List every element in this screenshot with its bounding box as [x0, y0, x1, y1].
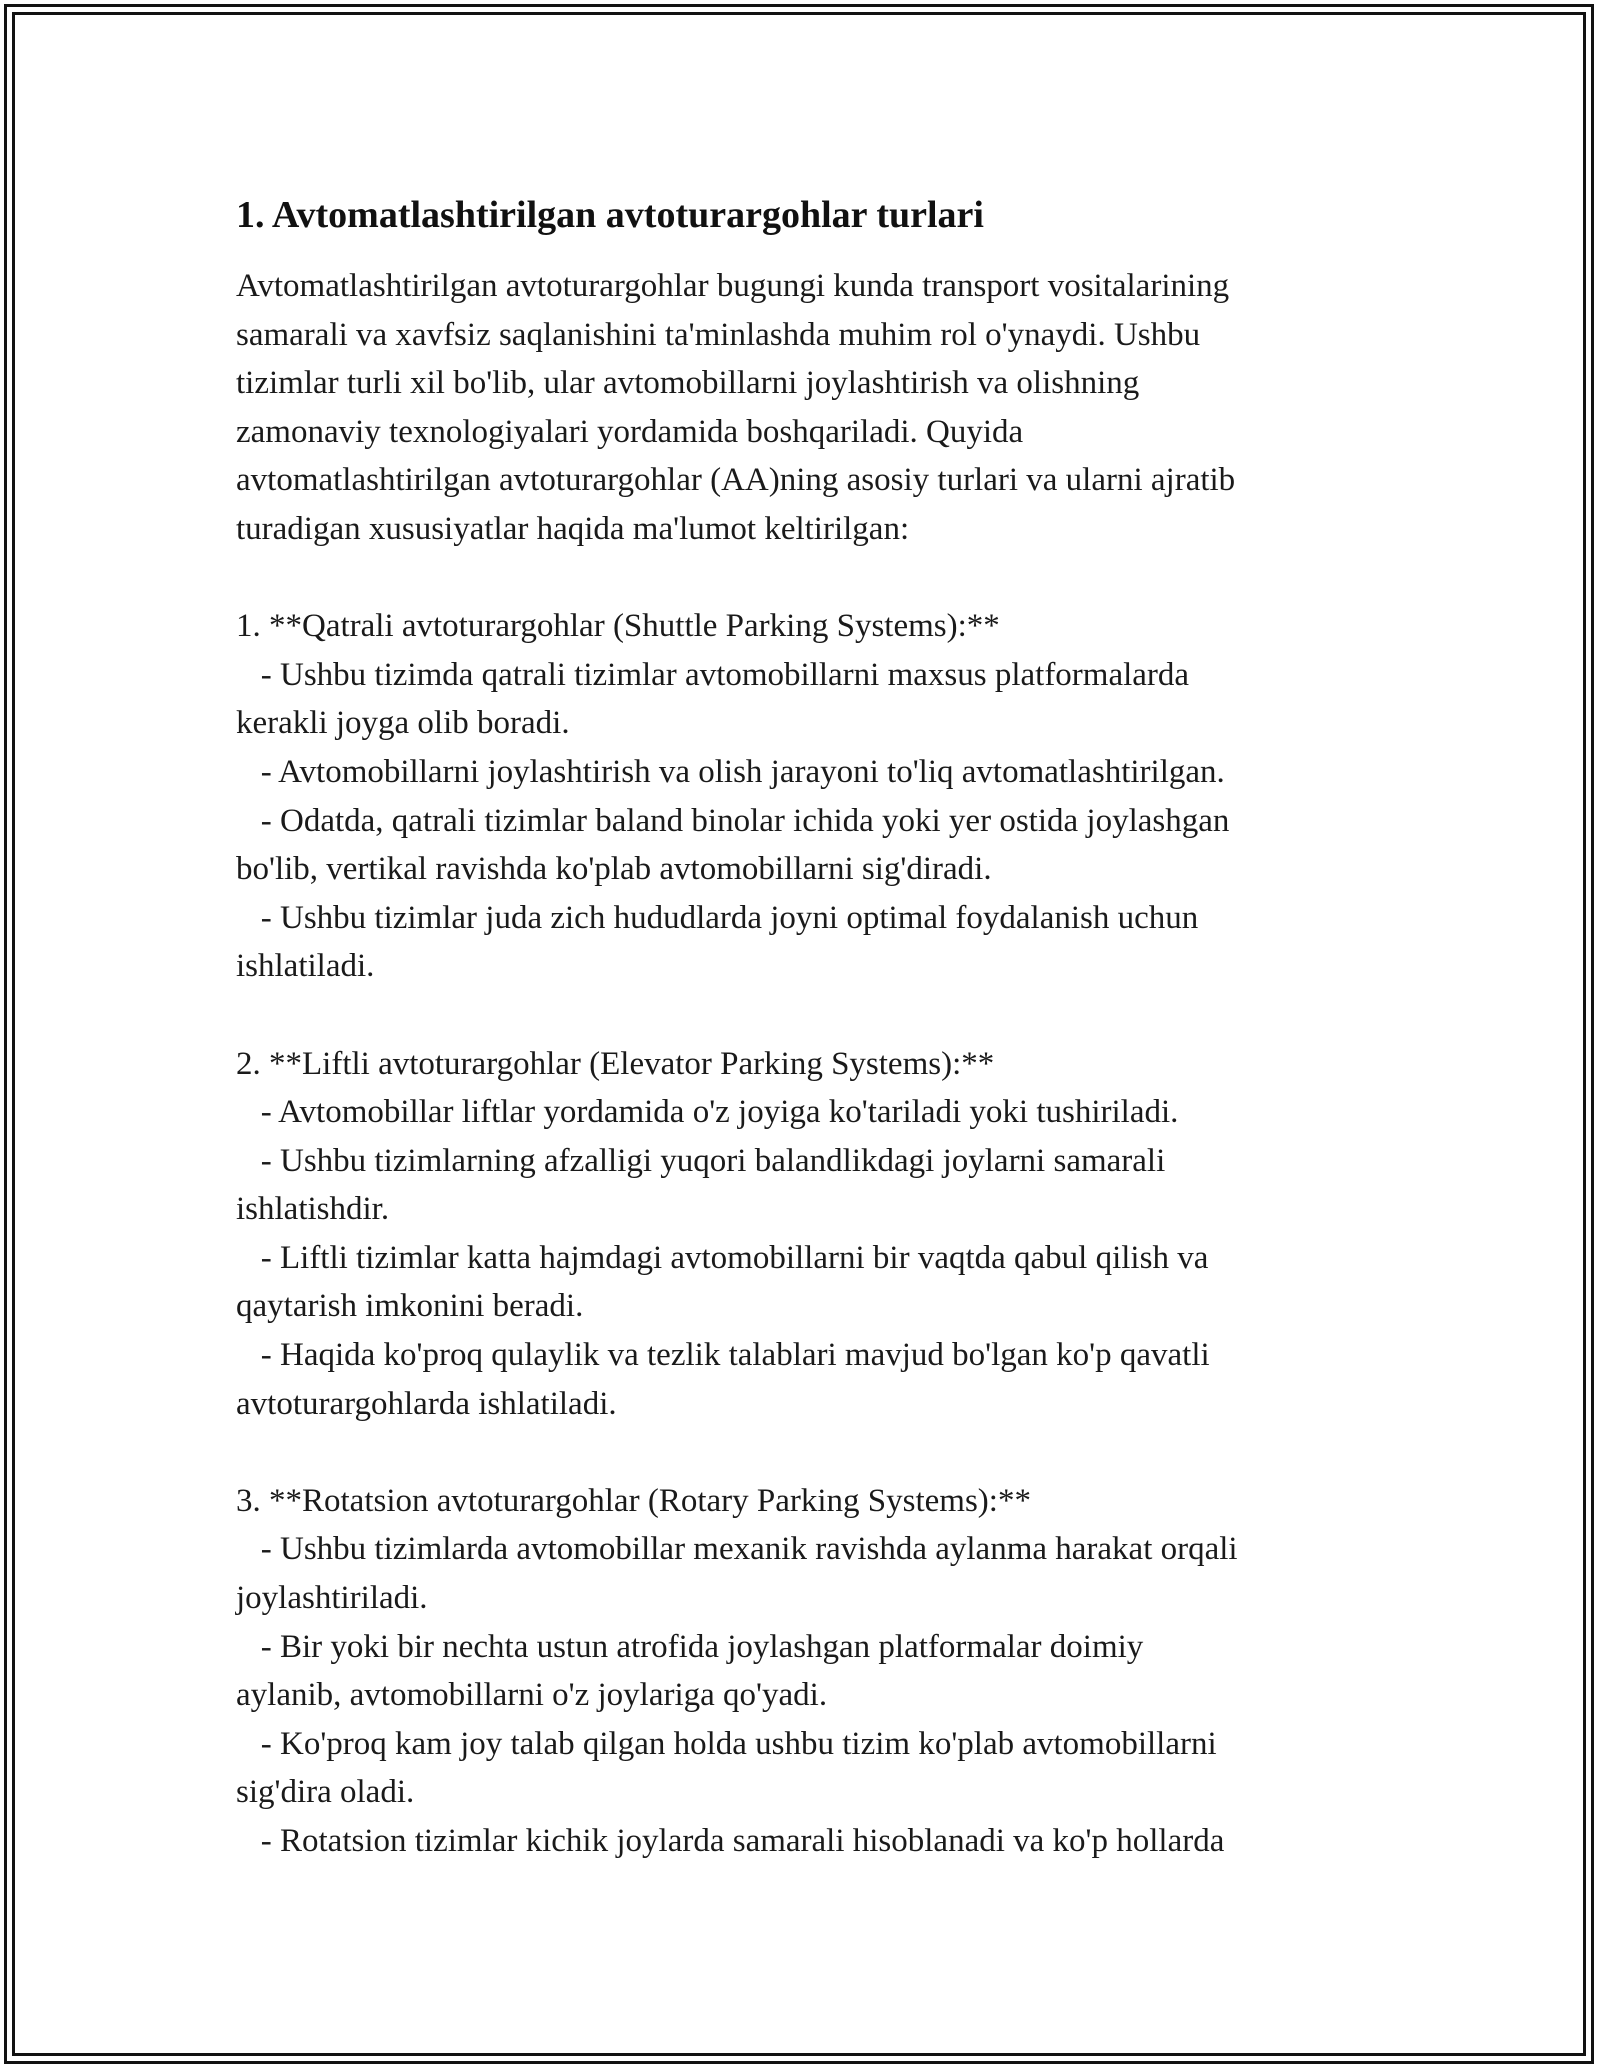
- text-line: - Ushbu tizimlarda avtomobillar mexanik ravishda aylanma harakat orqali: [236, 1531, 1238, 1568]
- text-line: - Bir yoki bir nechta ustun atrofida joylashgan platformalar doimiy: [236, 1628, 1144, 1665]
- text-line: Avtomatlashtirilgan avtoturargohlar bugungi kunda transport vositalarining: [236, 268, 1230, 304]
- text-line: - Ko'proq kam joy talab qilgan holda ushbu tizim ko'plab avtomobillarni: [236, 1725, 1217, 1762]
- document-text: [236, 262, 1376, 1866]
- text-line: tizimlar turli xil bo'lib, ular avtomobillarni joylashtirish va olishning: [236, 365, 1140, 402]
- text-line: - Avtomobillar liftlar yordamida o'z joyiga ko'tariladi yoki tushiriladi.: [236, 1094, 1179, 1131]
- text-line: avtomatlashtirilgan avtoturargohlar (AA)ning asosiy turlari va ularni ajratib: [236, 462, 1236, 499]
- text-line: - Ushbu tizimlar juda zich hududlarda joyni optimal foydalanish uchun: [236, 899, 1199, 936]
- text-line: - Rotatsion tizimlar kichik joylarda samarali hisoblanadi va ko'p hollarda: [236, 1823, 1225, 1859]
- text-line: joylashtiriladi.: [236, 1580, 428, 1617]
- text-line: avtoturargohlarda ishlatiladi.: [236, 1385, 617, 1422]
- text-line: qaytarish imkonini beradi.: [236, 1288, 584, 1325]
- text-line: samarali va xavfsiz saqlanishini ta'minlashda muhim rol o'ynaydi. Ushbu: [236, 316, 1201, 353]
- text-line: - Ushbu tizimlarning afzalligi yuqori balandlikdagi joylarni samarali: [236, 1142, 1166, 1179]
- text-line: sig'dira oladi.: [236, 1774, 415, 1811]
- text-line: - Avtomobillarni joylashtirish va olish jarayoni to'liq avtomatlashtirilgan.: [236, 753, 1225, 790]
- text-line: ishlatishdir.: [236, 1191, 390, 1228]
- text-line: - Haqida ko'proq qulaylik va tezlik talablari mavjud bo'lgan ko'p qavatli: [236, 1337, 1210, 1374]
- text-line: ishlatiladi.: [236, 948, 375, 985]
- text-line: bo'lib, vertikal ravishda ko'plab avtomobillarni sig'diradi.: [236, 851, 992, 888]
- text-line: zamonaviy texnologiyalari yordamida boshqariladi. Quyida: [236, 413, 1024, 450]
- blank-line: [236, 554, 1376, 603]
- document-body: [236, 190, 1376, 1866]
- blank-line: [236, 991, 1376, 1040]
- text-line: - Odatda, qatrali tizimlar baland binolar ichida yoki yer ostida joylashgan: [236, 802, 1230, 839]
- text-line: - Liftli tizimlar katta hajmdagi avtomobillarni bir vaqtda qabul qilish va: [236, 1239, 1209, 1276]
- text-line: kerakli joyga olib boradi.: [236, 705, 570, 742]
- document-heading: 1. Avtomatlashtirilgan avtoturargohlar turlari: [236, 194, 984, 236]
- text-line: 3. **Rotatsion avtoturargohlar (Rotary Parking Systems):**: [236, 1482, 1031, 1519]
- text-line: turadigan xususiyatlar haqida ma'lumot keltirilgan:: [236, 510, 910, 547]
- text-line: 2. **Liftli avtoturargohlar (Elevator Parking Systems):**: [236, 1045, 995, 1082]
- blank-line: [236, 1428, 1376, 1477]
- text-line: 1. **Qatrali avtoturargohlar (Shuttle Parking Systems):**: [236, 608, 1000, 645]
- text-line: - Ushbu tizimda qatrali tizimlar avtomobillarni maxsus platformalarda: [236, 656, 1190, 693]
- text-line: aylanib, avtomobillarni o'z joylariga qo'yadi.: [236, 1677, 828, 1714]
